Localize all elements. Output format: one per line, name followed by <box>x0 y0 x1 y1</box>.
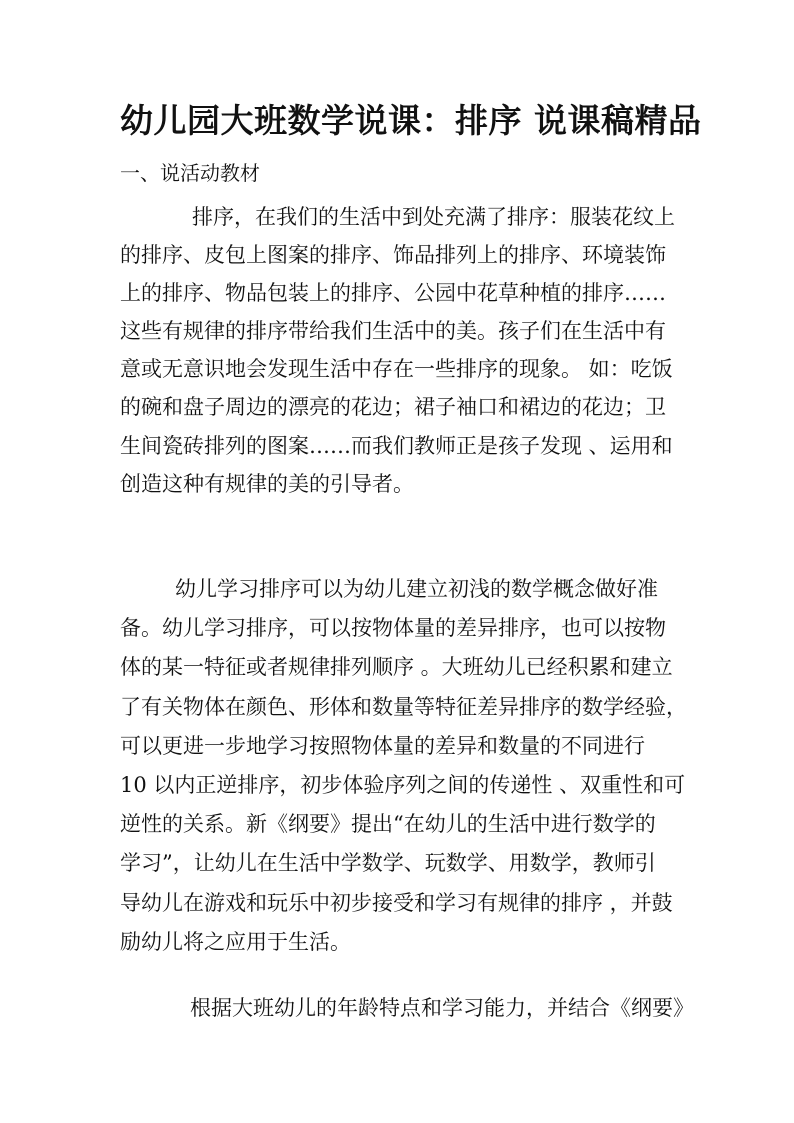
paragraph-line: 学习”，让幼儿在生活中学数学、玩数学、用数学，教师引 <box>120 851 656 876</box>
paragraph-line: 的碗和盘子周边的漂亮的花边；裙子袖口和裙边的花边；卫 <box>120 395 666 420</box>
section-heading: 一、说活动教材 <box>120 161 260 185</box>
paragraph-line: 创造这种有规律的美的引导者。 <box>120 471 414 496</box>
paragraph-1 <box>120 198 680 503</box>
paragraph-3 <box>120 989 694 1027</box>
paragraph-line: 上的排序、物品包装上的排序、公园中花草种植的排序…… <box>120 281 666 306</box>
paragraph-line: 意或无意识地会发现生活中存在一些排序的现象。 如：吃饭 <box>120 357 673 382</box>
paragraph-2 <box>120 570 687 962</box>
paragraph-line: 励幼儿将之应用于生活。 <box>120 929 351 954</box>
paragraph-line: 排序，在我们的生活中到处充满了排序：服装花纹上 <box>192 205 675 229</box>
paragraph-line: 这些有规律的排序带给我们生活中的美。孩子们在生活中有 <box>120 319 666 344</box>
paragraph-line: 10 以内正逆排序，初步体验序列之间的传递性 、双重性和可 <box>120 772 686 797</box>
paragraph-line: 逆性的关系。新《纲要》提出“在幼儿的生活中进行数学的 <box>120 812 656 837</box>
paragraph-line: 根据大班幼儿的年龄特点和学习能力，并结合《纲要》 <box>190 996 694 1020</box>
paragraph-line: 导幼儿在游戏和玩乐中初步接受和学习有规律的排序 ，并鼓 <box>120 890 673 915</box>
paragraph-line: 备。幼儿学习排序，可以按物体量的差异排序，也可以按物 <box>120 616 666 641</box>
paragraph-line: 体的某一特征或者规律排列顺序 。大班幼儿已经积累和建立 <box>120 655 673 680</box>
paragraph-line: 可以更进一步地学习按照物体量的差异和数量的不同进行 <box>120 733 645 758</box>
paragraph-line: 了有关物体在颜色、形体和数量等特征差异排序的数学经验， <box>120 694 687 719</box>
paragraph-line: 幼儿学习排序可以为幼儿建立初浅的数学概念做好准 <box>175 577 658 601</box>
document-title: 幼儿园大班数学说课：排序 说课稿精品 <box>120 101 702 140</box>
paragraph-line: 的排序、皮包上图案的排序、饰品排列上的排序、环境装饰 <box>120 243 666 268</box>
paragraph-line: 生间瓷砖排列的图案……而我们教师正是孩子发现 、运用和 <box>120 433 673 458</box>
